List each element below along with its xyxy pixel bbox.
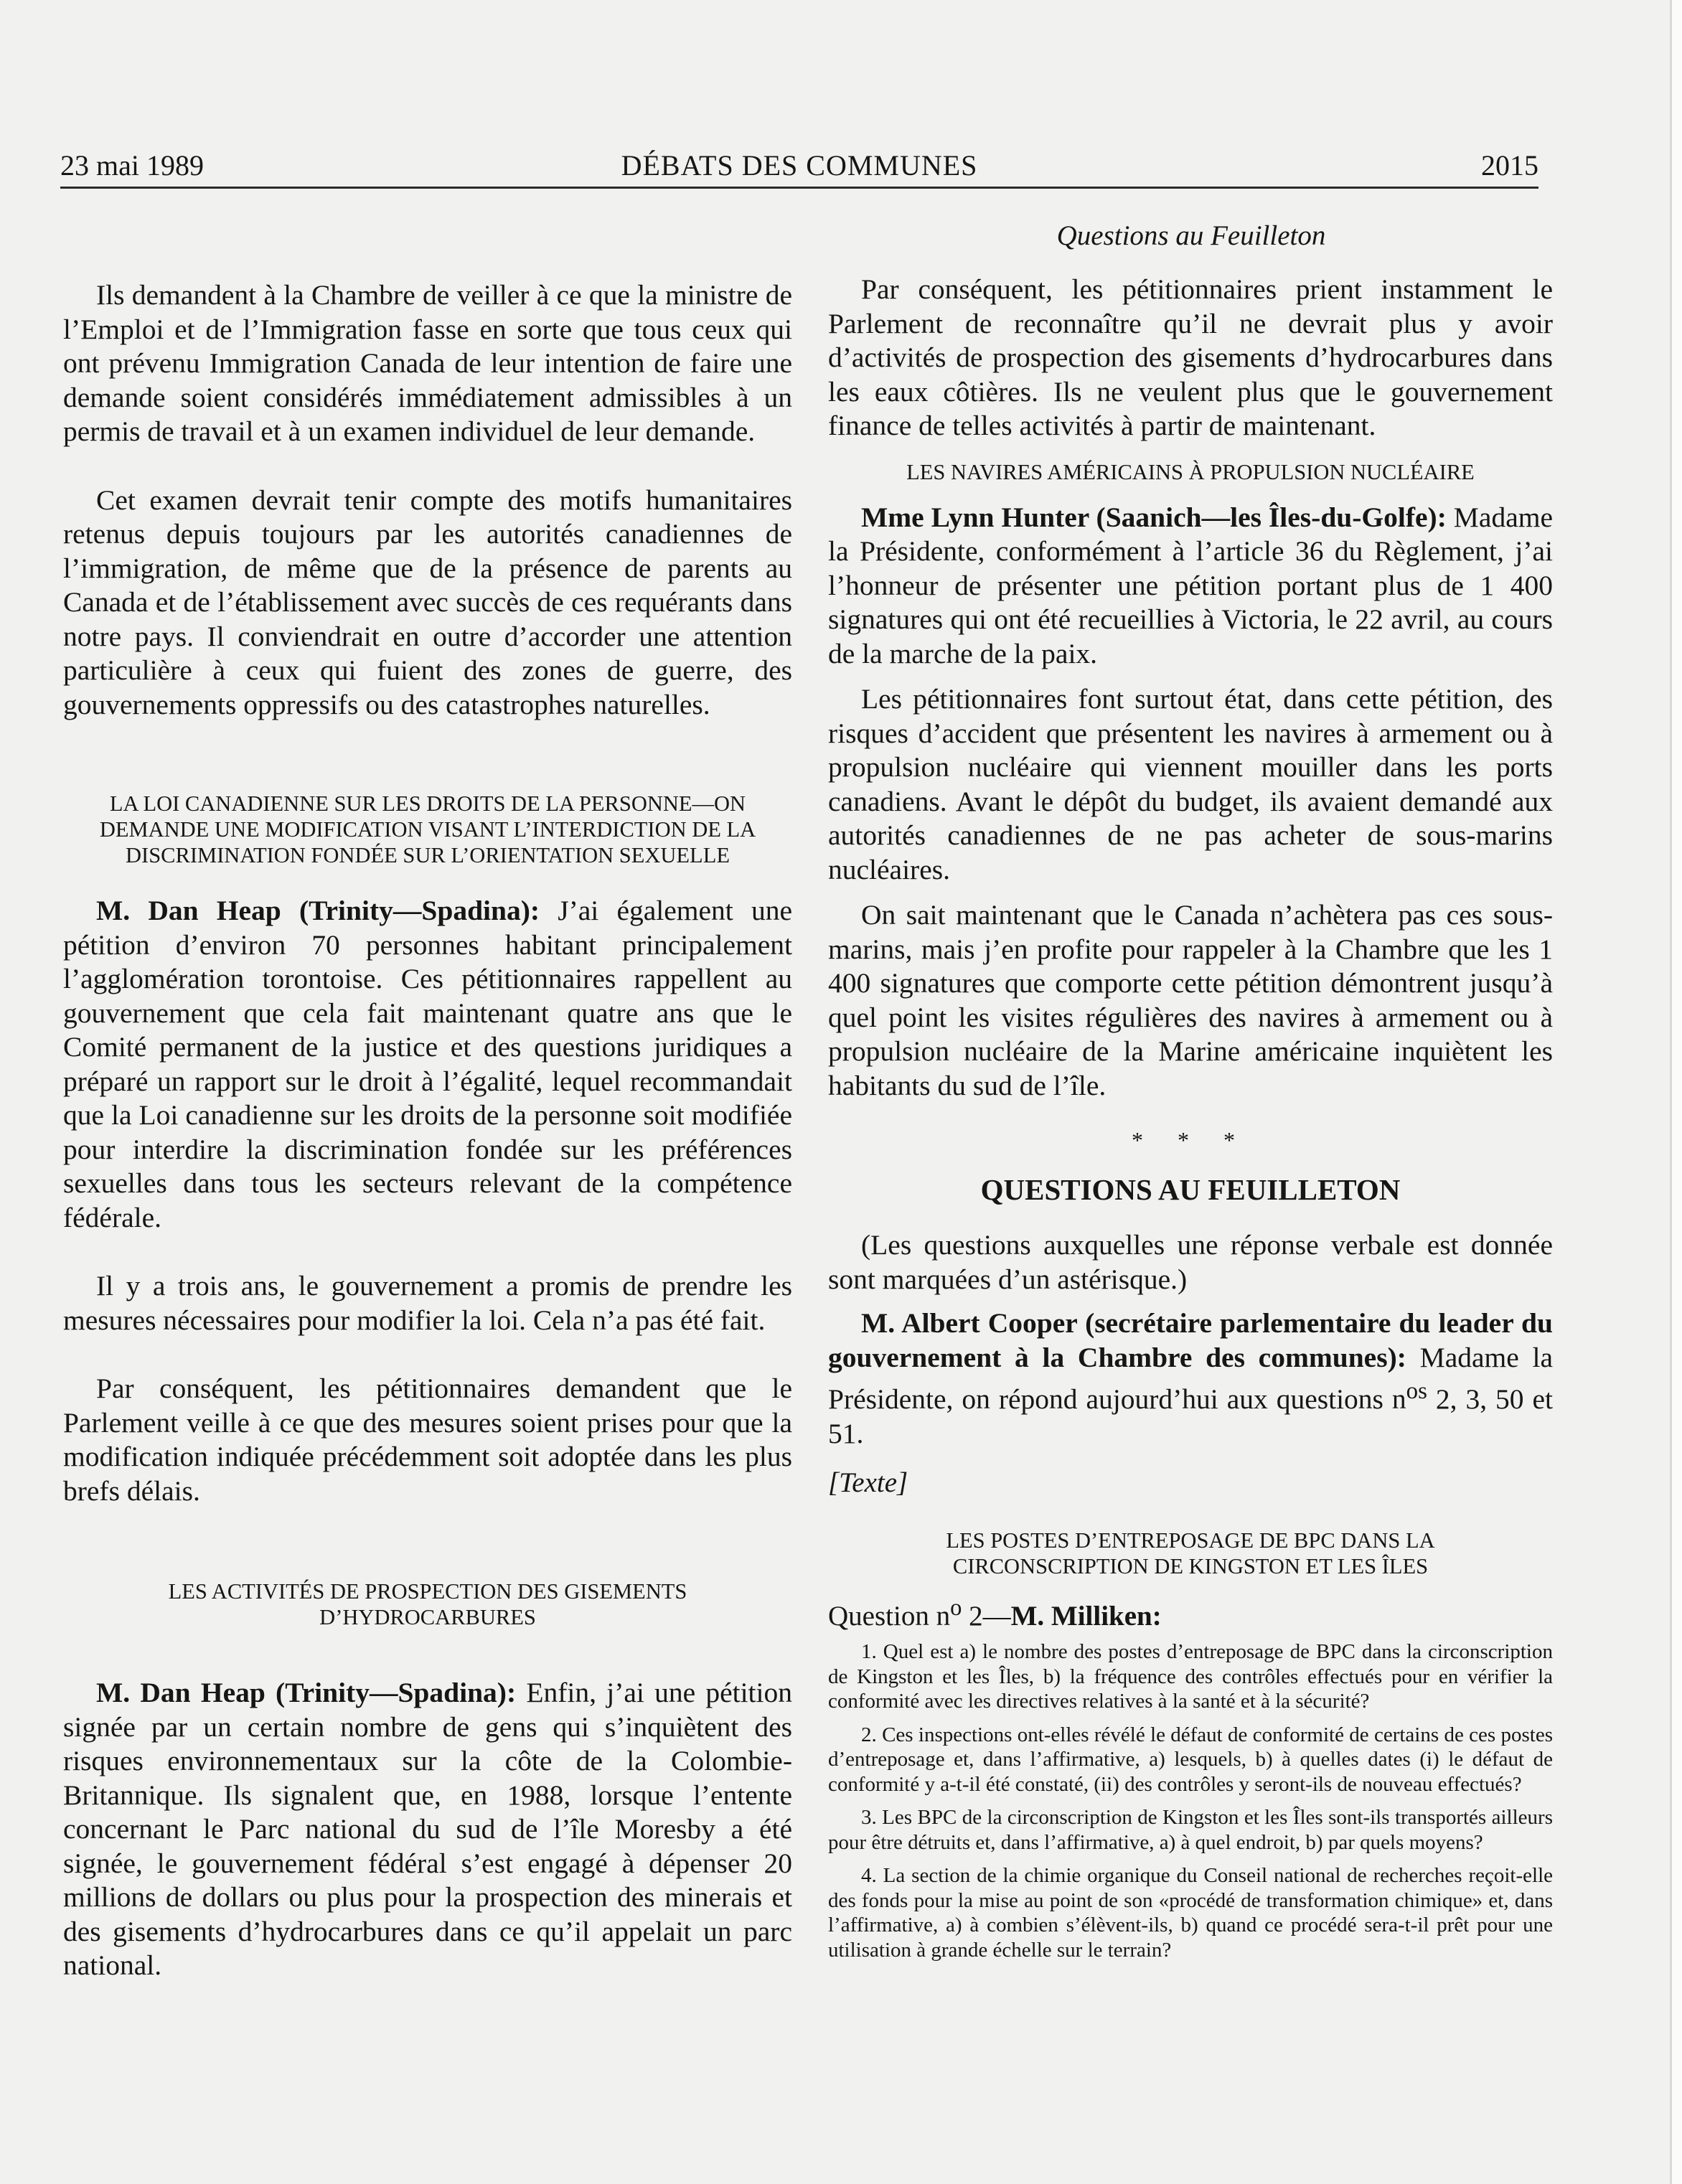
header-date: 23 mai 1989 <box>60 149 204 182</box>
question-item: 1. Quel est a) le nombre des postes d’entreposage de BPC dans la circonscription de Kingston et les Îles, b) la fréquence des contrôles effectués pour en vérifier la conformité avec les directives relatives à la santé et à la sécurité? <box>828 1640 1553 1713</box>
superscript: os <box>1406 1378 1427 1404</box>
paragraph <box>828 501 1553 672</box>
left-column <box>63 273 792 1983</box>
paragraph <box>63 894 792 1235</box>
question-label: Question n <box>828 1601 951 1632</box>
paragraph: Ils demandent à la Chambre de veiller à ce que la ministre de l’Emploi et de l’Immigration fasse en sorte que tous ceux qui ont prévenu Immigration Canada de leur intention de faire une demande soient considérés immédiatement admissibles à un permis de travail et à un examen individuel de leur demande. <box>63 279 792 447</box>
section-separator: * * * <box>1132 1127 1249 1153</box>
text-tag: [Texte] <box>828 1467 908 1499</box>
speaker-name: M. Dan Heap (Trinity—Spadina): <box>96 1677 517 1708</box>
section-title: LES POSTES D’ENTREPOSAGE DE BPC DANS LA CIRCONSCRIPTION DE KINGSTON ET LES ÎLES <box>946 1528 1435 1579</box>
section-title: LES ACTIVITÉS DE PROSPECTION DES GISEMENTS D’HYDROCARBURES <box>168 1579 687 1629</box>
speech-text: 2, 3, 50 et 51. <box>828 1383 1553 1449</box>
section-heading: QUESTIONS AU FEUILLETON <box>980 1173 1401 1206</box>
paragraph: Par conséquent, les pétitionnaires prient instamment le Parlement de reconnaître qu’il ne devrait plus y avoir d’activités de prospection des gisements d’hydrocarbures dans les eaux côtières. Ils ne veulent plus que le gouvernement finance de telles activités à partir de maintenant. <box>828 273 1553 441</box>
paragraph: Par conséquent, les pétitionnaires demandent que le Parlement veille à ce que des mesures soient prises pour que la modification indiquée précédemment soit adoptée dans les plus brefs délais. <box>63 1373 792 1507</box>
paragraph: On sait maintenant que le Canada n’achètera pas ces sous-marins, mais j’en profite pour rappeler à la Chambre que les 1 400 signatures que comporte cette pétition démontrent jusqu’à quel point les visites régulières des navires à armement ou à propulsion nucléaire de la Marine américaine inquiètent les habitants du sud de l’île. <box>828 899 1553 1101</box>
paragraph: Il y a trois ans, le gouvernement a promis de prendre les mesures nécessaires pour modifier la loi. Cela n’a pas été fait. <box>63 1270 792 1336</box>
question-heading <box>828 1595 1553 1632</box>
question-author: M. Milliken: <box>1010 1601 1162 1632</box>
header-title: DÉBATS DES COMMUNES <box>621 149 978 182</box>
section-title: LES NAVIRES AMÉRICAINS À PROPULSION NUCLÉAIRE <box>906 459 1475 484</box>
speaker-name: M. Dan Heap (Trinity—Spadina): <box>96 895 540 926</box>
paragraph <box>63 1676 792 1983</box>
paragraph: Les pétitionnaires font surtout état, dans cette pétition, des risques d’accident que présentent les navires à armement ou à propulsion nucléaire qui viennent mouiller dans les ports canadiens. Avant le dépôt du budget, ils avaient demandé aux autorités canadiennes de ne pas acheter de sous-marins nucléaires. <box>828 683 1553 885</box>
paragraph: (Les questions auxquelles une réponse verbale est donnée sont marquées d’un astérisque.) <box>828 1229 1553 1295</box>
speaker-name: M. Albert Cooper (secrétaire parlementaire du leader du gouvernement à la Chambre des communes): <box>828 1307 1553 1373</box>
question-item: 3. Les BPC de la circonscription de Kingston et les Îles sont-ils transportés ailleurs pour être détruits et, dans l’affirmative, a) à quel endroit, b) par quels moyens? <box>828 1806 1553 1854</box>
right-column <box>828 273 1553 1962</box>
speech-text: Madame la Présidente, on répond aujourd’hui aux questions n <box>828 1341 1554 1416</box>
question-item: 2. Ces inspections ont-elles révélé le défaut de conformité de certains de ces postes d’entreposage et, dans l’affirmative, a) lesquels, b) à quelles dates (i) le défaut de conformité y a-t-il été constaté, (ii) des contrôles y seront-ils de nouveau effectués? <box>828 1723 1553 1796</box>
speech-text: Madame la Présidente, conformément à l’article 36 du Règlement, j’ai l’honneur de présenter une pétition portant plus de 1 400 signatures qui ont été recueillies à Victoria, le 22 avril, au cours de la marche de la paix. <box>828 501 1553 669</box>
question-number: 2— <box>962 1601 1011 1632</box>
question-item: 4. La section de la chimie organique du Conseil national de recherches reçoit-elle des fonds pour la mise au point de son «procédé de transformation chimique» et, dans l’affirmative, a) à combien s’élèvent-ils, b) quand ce procédé sera-t-il prêt pour une utilisation à grande échelle sur le terrain? <box>828 1864 1553 1962</box>
paragraph: Cet examen devrait tenir compte des motifs humanitaires retenus depuis toujours par les autorités canadiennes de l’immigration, de même que de la présence de parents au Canada et de l’établissement avec succès de ces requérants dans notre pays. Il conviendrait en outre d’accorder une attention particulière à ceux qui fuient des zones de guerre, des gouvernements oppressifs ou des catastrophes naturelles. <box>63 484 792 720</box>
page-edge <box>1670 0 1682 2184</box>
section-title: LA LOI CANADIENNE SUR LES DROITS DE LA PERSONNE—ON DEMANDE UNE MODIFICATION VISANT L’INTERDICTION DE LA DISCRIMINATION FONDÉE SUR L’ORIENTATION SEXUELLE <box>99 791 756 867</box>
speech-text: J’ai également une pétition d’environ 70 personnes habitant principalement l’agglomération torontoise. Ces pétitionnaires rappellent au gouvernement que cela fait maintenant quatre ans que le Comité permanent de la justice et des questions juridiques a préparé un rapport sur le droit à l’égalité, lequel recommandait que la Loi canadienne sur les droits de la personne soit modifiée pour interdire la discrimination fondée sur les préférences sexuelles dans tous les secteurs relevant de la compétence fédérale. <box>63 895 793 1233</box>
page-header <box>60 143 1538 189</box>
running-subheader: Questions au Feuilleton <box>1056 220 1326 251</box>
speech-text: Enfin, j’ai une pétition signée par un certain nombre de gens qui s’inquiètent des risques environnementaux sur la côte de la Colombie-Britannique. Ils signalent que, en 1988, lorsque l’entente concernant le Parc national du sud de l’île Moresby a été signée, le gouvernement fédéral s’est engagé à dépenser 20 millions de dollars ou plus pour la prospection des minerais et des gisements d’hydrocarbures dans ce qu’il appelait un parc national. <box>63 1677 793 1981</box>
page-number: 2015 <box>1481 149 1538 182</box>
paragraph <box>828 1307 1553 1451</box>
speaker-name: Mme Lynn Hunter (Saanich—les Îles-du-Golfe): <box>861 501 1447 533</box>
superscript: o <box>950 1595 962 1621</box>
